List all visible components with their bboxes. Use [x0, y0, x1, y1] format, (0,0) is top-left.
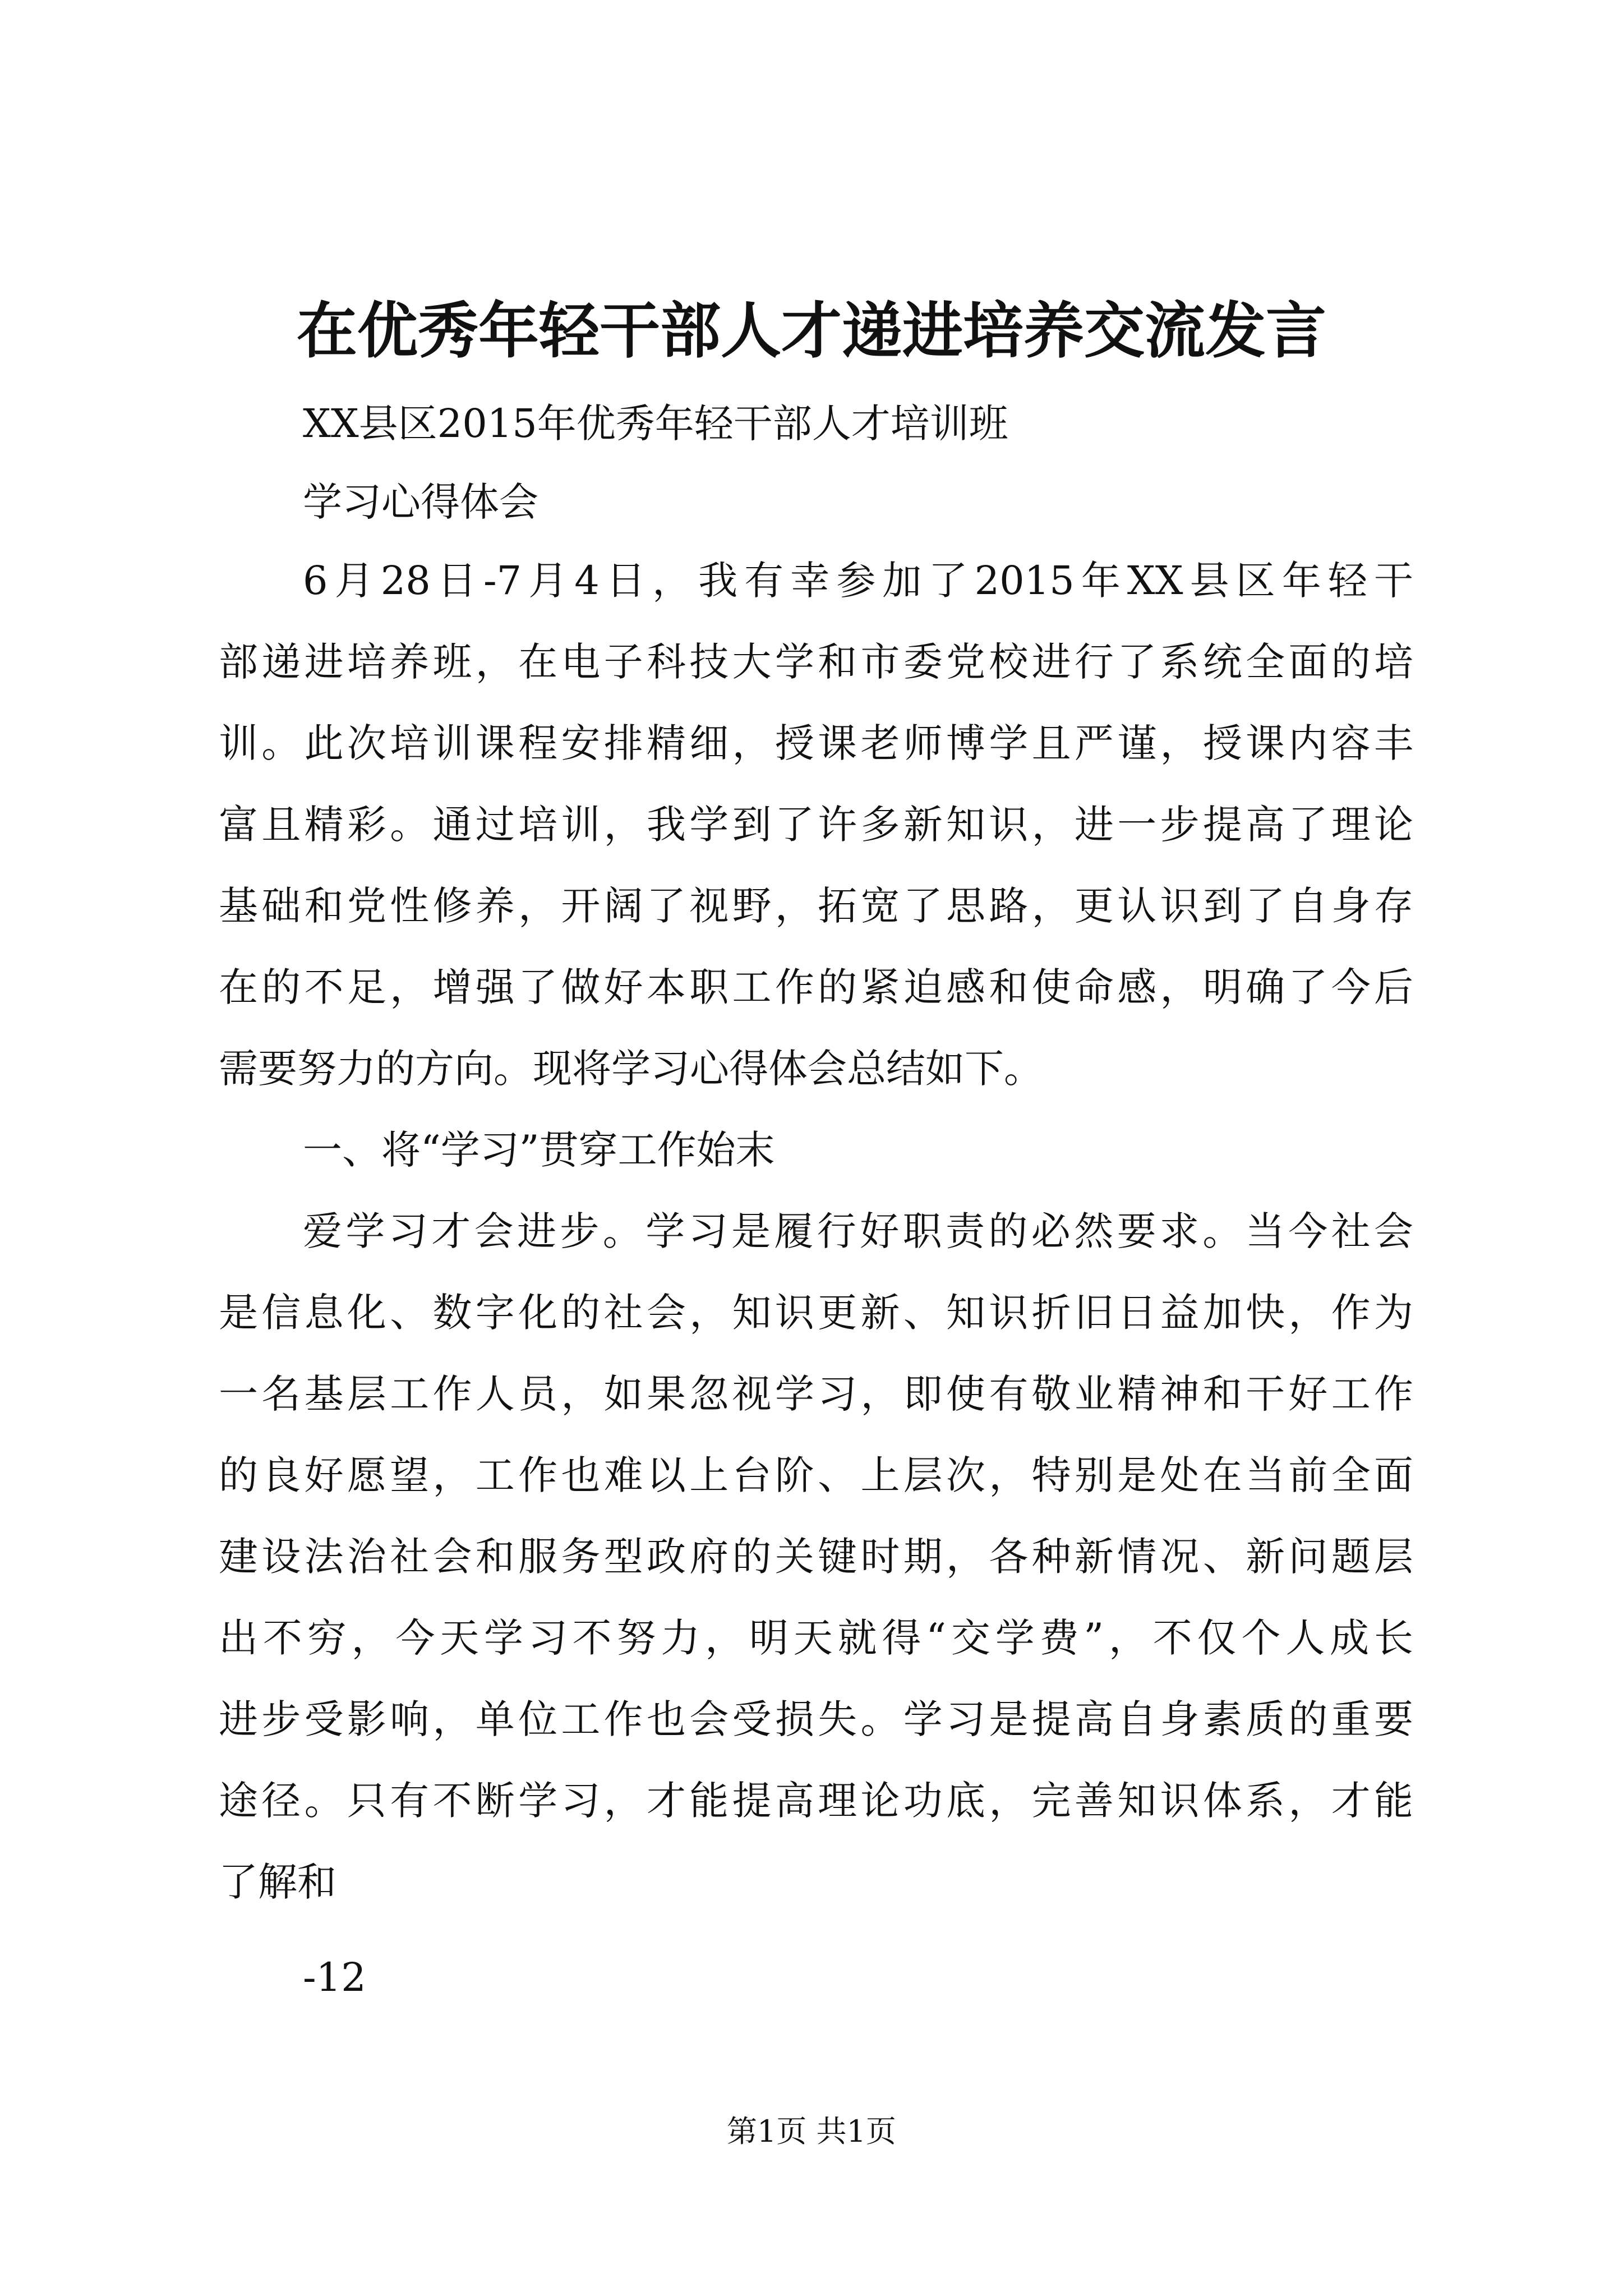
paragraph-2-line: 进步受影响，单位工作也会受损失。学习是提高自身素质的重要 [219, 1696, 1413, 1742]
document-title: 在优秀年轻干部人才递进培养交流发言 [296, 296, 1326, 366]
paragraph-1-line: 训。此次培训课程安排精细，授课老师博学且严谨，授课内容丰 [219, 720, 1413, 766]
paragraph-1-line: 在的不足，增强了做好本职工作的紧迫感和使命感，明确了今后 [219, 964, 1413, 1010]
paragraph-1-line: 部递进培养班，在电子科技大学和市委党校进行了系统全面的培 [219, 639, 1413, 685]
paragraph-2-line: 一名基层工作人员，如果忽视学习，即使有敬业精神和干好工作 [219, 1371, 1413, 1417]
paragraph-1-line: 6月28日-7月4日，我有幸参加了2015年XX县区年轻干 [303, 558, 1413, 604]
paragraph-2-line: 了解和 [219, 1859, 336, 1905]
paragraph-1-line: 需要努力的方向。现将学习心得体会总结如下。 [219, 1046, 1043, 1092]
paragraph-1-line: 富且精彩。通过培训，我学到了许多新知识，进一步提高了理论 [219, 802, 1413, 848]
section-heading: 一、将“学习”贯穿工作始末 [303, 1127, 775, 1173]
page-marker: -12 [303, 1954, 366, 2000]
paragraph-2-line: 建设法治社会和服务型政府的关键时期，各种新情况、新问题层 [219, 1534, 1413, 1580]
page-footer: 第1页 共1页 [727, 2114, 896, 2149]
subtitle-line-2: 学习心得体会 [303, 479, 538, 525]
subtitle-line-1: XX县区2015年优秀年轻干部人才培训班 [303, 401, 1008, 447]
paragraph-2-line: 是信息化、数字化的社会，知识更新、知识折旧日益加快，作为 [219, 1290, 1413, 1336]
paragraph-2-line: 途径。只有不断学习，才能提高理论功底，完善知识体系，才能 [219, 1778, 1413, 1824]
paragraph-2-line: 爱学习才会进步。学习是履行好职责的必然要求。当今社会 [303, 1208, 1413, 1254]
paragraph-2-line: 出不穷，今天学习不努力，明天就得“交学费”，不仅个人成长 [219, 1615, 1413, 1661]
paragraph-2-line: 的良好愿望，工作也难以上台阶、上层次，特别是处在当前全面 [219, 1452, 1413, 1498]
paragraph-1-line: 基础和党性修养，开阔了视野，拓宽了思路，更认识到了自身存 [219, 883, 1413, 929]
